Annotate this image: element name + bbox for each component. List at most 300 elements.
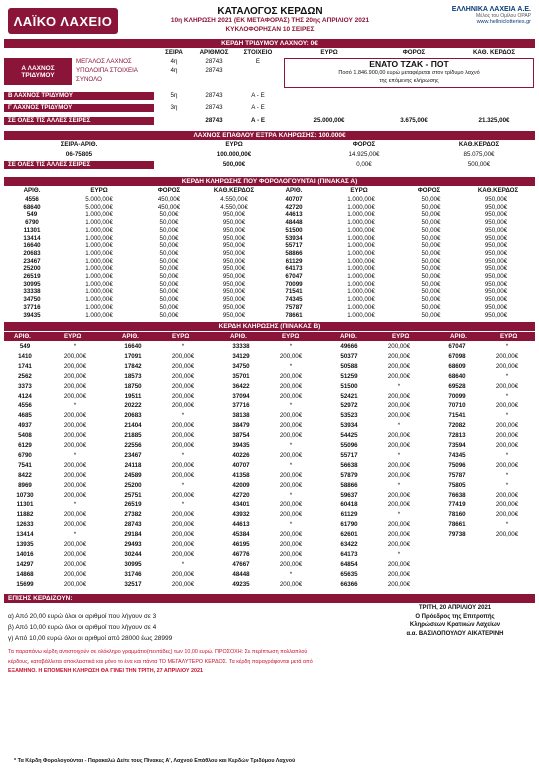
table-a-bar: ΚΕΡΔΗ ΚΛΗΡΩΣΗΣ ΠΟΥ ΦΟΡΟΛΟΓΟΥΝΤΑΙ (ΠΙΝΑΚΑΣ Α) <box>4 177 535 186</box>
number-cell: 23467 <box>23 257 41 265</box>
foros-cell: 50,00€ <box>421 280 441 288</box>
b-number-cell: 38138 <box>232 412 250 420</box>
b-number-cell: 4685 <box>18 412 32 420</box>
b-number-cell: 73594 <box>448 442 466 449</box>
net-cell: 950,00€ <box>484 203 508 211</box>
euro: 100.000,00€ <box>216 151 252 158</box>
b-number-cell: 70710 <box>448 402 466 410</box>
b-number-cell: 37716 <box>232 402 250 410</box>
number-cell: 74345 <box>285 296 303 304</box>
euro-cell: 1.000,00€ <box>85 211 113 219</box>
number-cell: 55717 <box>285 242 303 250</box>
b-number-cell: 40226 <box>232 451 250 459</box>
foros-cell: 50,00€ <box>421 211 441 219</box>
row-number: 28743 <box>205 104 223 111</box>
foros-cell: 50,00€ <box>421 311 441 319</box>
foros-cell: 50,00€ <box>421 219 441 227</box>
b-euro-cell: 200,00€ <box>171 531 195 539</box>
b-number-cell: 76638 <box>448 491 466 499</box>
foros-cell: 50,00€ <box>159 257 179 265</box>
euro-cell: 1.000,00€ <box>347 196 375 203</box>
net-cell: 950,00€ <box>484 311 508 319</box>
draw-subtitle: 10η ΚΛΗΡΩΣΗ 2021 (ΕΚ ΜΕΤΑΦΟΡΑΣ) ΤΗΣ 20ης ΑΠΡΙΛΙΟΥ 2021 <box>170 17 370 24</box>
row-number: 28743 <box>205 117 223 124</box>
net-cell: 950,00€ <box>484 249 508 257</box>
b-euro-cell: * <box>289 521 293 529</box>
b-euro-cell: 200,00€ <box>279 511 303 519</box>
trident-all-series-row <box>4 117 535 125</box>
b-euro-cell: * <box>397 481 401 489</box>
b-number-cell: 67098 <box>448 352 466 360</box>
b-number-cell: 50588 <box>340 362 358 370</box>
b-euro-cell: 200,00€ <box>63 362 87 370</box>
b-number-cell: 68640 <box>448 372 466 380</box>
b-number-cell: 52972 <box>340 402 358 410</box>
foros-cell: 50,00€ <box>421 303 441 311</box>
row-number: 28743 <box>205 67 223 74</box>
b-number-cell: 29493 <box>124 541 142 548</box>
foros-cell: 50,00€ <box>421 257 441 265</box>
b-number-cell: 14868 <box>16 570 34 578</box>
table-row <box>4 211 535 219</box>
b-euro-cell: 200,00€ <box>495 511 519 519</box>
b-number-cell: 70099 <box>448 392 466 400</box>
net-cell: 4.550,00€ <box>220 203 248 211</box>
b-euro-cell: 200,00€ <box>171 580 195 588</box>
euro-cell: 1.000,00€ <box>85 288 113 296</box>
net-cell: 950,00€ <box>222 257 246 265</box>
net: 500,00€ <box>467 161 491 168</box>
foros-cell: 50,00€ <box>159 265 179 273</box>
b-number-cell: 24589 <box>124 471 142 479</box>
foros-cell: 50,00€ <box>159 211 179 219</box>
b-euro-cell: 200,00€ <box>171 511 195 519</box>
euro-cell: 1.000,00€ <box>347 311 375 319</box>
b-number-cell: 75096 <box>448 461 466 469</box>
b-euro-cell: 200,00€ <box>387 372 411 380</box>
b-euro-cell: 200,00€ <box>387 501 411 509</box>
b-euro-cell: 200,00€ <box>387 491 411 499</box>
b-number-cell: 57879 <box>340 471 358 479</box>
foros-cell: 50,00€ <box>421 273 441 280</box>
euro-cell: 1.000,00€ <box>347 303 375 311</box>
jackpot-text-2: της επόμενης κλήρωσης <box>379 78 439 84</box>
footer-bar: ΕΠΙΣΗΣ ΚΕΡΔΙΖΟΥΝ: <box>4 594 535 603</box>
table-a-body <box>4 196 535 320</box>
net-cell: 950,00€ <box>222 219 246 227</box>
col-series: ΣΕΙΡΑ-ΑΡΙΘ. <box>60 141 98 148</box>
col-net: ΚΑΘ. ΚΕΡΔΟΣ <box>472 49 516 56</box>
b-number-cell: 4124 <box>18 392 32 400</box>
b-euro-cell: 200,00€ <box>387 570 411 578</box>
hdr: ΦΟΡΟΣ <box>417 187 441 194</box>
euro-cell: 1.000,00€ <box>85 273 113 280</box>
number-cell: 37716 <box>23 303 41 311</box>
row-label: ΣΕ ΟΛΕΣ ΤΙΣ ΑΛΛΕΣ ΣΕΙΡΕΣ <box>4 117 154 125</box>
net-cell: 950,00€ <box>484 257 508 265</box>
hdr: ΚΑΘ.ΚΕΡΔΟΣ <box>477 187 519 194</box>
net-cell: 950,00€ <box>222 211 246 219</box>
footer-rules <box>8 611 172 644</box>
b-euro-cell: * <box>289 343 293 350</box>
net-cell: 950,00€ <box>484 303 508 311</box>
b-euro-cell: 200,00€ <box>63 471 87 479</box>
number-cell: 51500 <box>285 226 303 234</box>
b-number-cell: 49235 <box>232 580 250 588</box>
b-number-cell: 72813 <box>448 432 466 440</box>
b-euro-cell: * <box>73 531 77 539</box>
b-euro-cell: * <box>505 372 509 380</box>
foros-cell: 50,00€ <box>159 242 179 250</box>
b-euro-cell: * <box>181 501 185 509</box>
b-number-cell: 59637 <box>340 491 358 499</box>
hdr: ΑΡΙΘ. <box>340 333 357 340</box>
signature-role-2: Κληρώσεων Κρατικών Λαχείων <box>409 622 501 628</box>
page-title: ΚΑΤΑΛΟΓΟΣ ΚΕΡΔΩΝ <box>217 6 323 17</box>
b-number-cell: 11301 <box>16 501 34 509</box>
net-cell: 950,00€ <box>484 211 508 219</box>
b-number-cell: 26519 <box>124 501 142 509</box>
b-number-cell: 78160 <box>448 511 466 519</box>
b-number-cell: 60418 <box>340 501 358 509</box>
b-euro-cell: 200,00€ <box>63 382 87 390</box>
rule-beta: β) Από 10,00 ευρώ όλοι οι αριθμοί που λήγουν σε 4 <box>8 624 157 631</box>
b-number-cell: 78661 <box>448 521 466 529</box>
b-number-cell: 65635 <box>340 570 358 578</box>
b-number-cell: 42009 <box>232 481 250 489</box>
net-cell: 950,00€ <box>484 273 508 280</box>
b-euro-cell: 200,00€ <box>387 343 411 350</box>
euro-cell: 5.000,00€ <box>85 203 113 211</box>
b-euro-cell: * <box>505 471 509 479</box>
number-cell: 6790 <box>25 219 39 227</box>
b-number-cell: 13935 <box>16 541 34 548</box>
b-euro-cell: * <box>397 422 401 430</box>
table-row <box>4 227 535 235</box>
b-euro-cell: 200,00€ <box>171 362 195 370</box>
b-euro-cell: * <box>397 451 401 459</box>
number-cell: 68640 <box>23 203 41 211</box>
row-series: 5η <box>170 92 178 99</box>
b-number-cell: 54425 <box>340 432 358 440</box>
b-number-cell: 19511 <box>124 392 142 400</box>
hdr: ΕΥΡΩ <box>392 333 410 340</box>
net-cell: 950,00€ <box>484 226 508 234</box>
number-cell: 20683 <box>23 249 41 257</box>
number-cell: 11301 <box>23 226 41 234</box>
b-number-cell: 6129 <box>18 442 32 449</box>
b-number-cell: 34750 <box>232 362 250 370</box>
table-row <box>4 304 535 312</box>
b-number-cell: 38479 <box>232 422 250 430</box>
foros-cell: 50,00€ <box>159 249 179 257</box>
foros-cell: 50,00€ <box>159 288 179 296</box>
b-number-cell: 64173 <box>340 550 358 558</box>
b-number-cell: 17842 <box>124 362 142 370</box>
b-number-cell: 12633 <box>16 521 34 529</box>
hdr: ΑΡΙΘ. <box>14 333 31 340</box>
b-number-cell: 47667 <box>232 560 250 568</box>
foros-cell: 50,00€ <box>421 296 441 304</box>
b-number-cell: 51500 <box>340 382 358 390</box>
b-euro-cell: 200,00€ <box>279 471 303 479</box>
b-euro-cell: 200,00€ <box>495 382 519 390</box>
euro-cell: 1.000,00€ <box>85 249 113 257</box>
hdr: ΑΡΙΘ. <box>450 333 467 340</box>
b-number-cell: 50377 <box>340 352 358 360</box>
b-number-cell: 7541 <box>18 461 32 469</box>
b-euro-cell: * <box>73 402 77 410</box>
table-b-bar: ΚΕΡΔΗ ΚΛΗΡΩΣΗΣ (ΠΙΝΑΚΑΣ Β) <box>4 322 535 331</box>
number-cell: 16640 <box>23 242 41 250</box>
b-number-cell: 17091 <box>124 352 142 360</box>
b-number-cell: 40707 <box>232 461 250 469</box>
series-number: 06-75805 <box>65 151 93 158</box>
b-euro-cell: 200,00€ <box>171 352 195 360</box>
b-euro-cell: * <box>397 511 401 519</box>
table-row <box>4 219 535 227</box>
net-cell: 950,00€ <box>484 265 508 273</box>
row-series: 4η <box>170 58 178 65</box>
b-euro-cell: * <box>289 491 293 499</box>
b-number-cell: 75805 <box>448 481 466 489</box>
b-number-cell: 21885 <box>124 432 142 440</box>
b-number-cell: 35701 <box>232 372 250 380</box>
rule-alpha: α) Από 20,00 ευρώ όλοι οι αριθμοί που λήγουν σε 3 <box>8 613 157 620</box>
b-number-cell: 42720 <box>232 491 250 499</box>
b-number-cell: 24118 <box>124 461 142 469</box>
b-number-cell: 2562 <box>18 372 32 380</box>
euro-cell: 1.000,00€ <box>85 226 113 234</box>
b-number-cell: 72082 <box>448 422 466 430</box>
signature-role-1: Ο Πρόεδρος της Επιτροπής <box>415 613 495 620</box>
trident-b-row <box>4 92 535 100</box>
net-cell: 4.550,00€ <box>220 196 248 203</box>
col-net: ΚΑΘ.ΚΕΡΔΟΣ <box>458 141 500 148</box>
note-1: Τα παραπάνω κέρδη αντιστοιχούν σε ολόκληρο γραμμάτιο(πεντάδες) των 10,00 ευρώ. ΠΡΟΣΟΧΗ: Σε περίπτωση πολλαπλού <box>8 649 308 655</box>
b-euro-cell: 200,00€ <box>63 481 87 489</box>
number-cell: 48448 <box>285 219 303 227</box>
number-cell: 75787 <box>285 303 303 311</box>
b-number-cell: 23467 <box>124 451 142 459</box>
table-row <box>4 265 535 273</box>
hdr: ΕΥΡΩ <box>64 333 82 340</box>
foros-cell: 50,00€ <box>421 196 441 203</box>
euro-cell: 1.000,00€ <box>347 211 375 219</box>
jackpot-text-1: Ποσό 1.846.900,00 ευρώ μεταφέρεται στον τρίδυμο λαχνό <box>338 70 480 76</box>
net-cell: 950,00€ <box>222 280 246 288</box>
b-euro-cell: 200,00€ <box>171 392 195 400</box>
euro-cell: 1.000,00€ <box>347 249 375 257</box>
b-number-cell: 39435 <box>232 442 250 449</box>
table-a-header <box>4 187 535 195</box>
euro-cell: 1.000,00€ <box>85 296 113 304</box>
euro-cell: 5.000,00€ <box>85 196 113 203</box>
number-cell: 40707 <box>285 196 303 203</box>
foros-cell: 50,00€ <box>421 226 441 234</box>
table-b-body <box>4 342 535 592</box>
b-number-cell: 46195 <box>232 541 250 548</box>
b-euro-cell: * <box>181 343 185 350</box>
net-cell: 950,00€ <box>222 273 246 280</box>
b-number-cell: 77419 <box>448 501 466 509</box>
table-row <box>4 273 535 281</box>
number-cell: 44613 <box>285 211 303 219</box>
note-2: κέρδους, καταβάλλεται αποκλειστικά και μόνο το ένα και πάντα ΤΟ ΜΕΓΑΛΥΤΕΡΟ ΚΕΡΔΟΣ. Τα κέρδη παραγράφονται μετά από <box>8 658 313 665</box>
b-euro-cell: 200,00€ <box>171 521 195 529</box>
b-number-cell: 18750 <box>124 382 142 390</box>
foros-cell: 50,00€ <box>159 234 179 242</box>
table-row <box>4 196 535 204</box>
col-element: ΣΤΟΙΧΕΙΟ <box>243 49 273 56</box>
b-euro-cell: 200,00€ <box>63 392 87 400</box>
b-euro-cell: * <box>289 402 293 410</box>
net-cell: 950,00€ <box>222 311 246 319</box>
col-euro: ΕΥΡΩ <box>225 141 243 148</box>
b-euro-cell: 200,00€ <box>279 432 303 440</box>
b-number-cell: 16640 <box>124 343 142 350</box>
b-euro-cell: 200,00€ <box>495 362 519 370</box>
b-euro-cell: * <box>505 521 509 529</box>
b-euro-cell: * <box>181 412 185 420</box>
b-euro-cell: 200,00€ <box>387 442 411 449</box>
b-euro-cell: 200,00€ <box>387 560 411 568</box>
row-label: ΣΕ ΟΛΕΣ ΤΙΣ ΑΛΛΕΣ ΣΕΙΡΕΣ <box>4 161 154 169</box>
row-label: ΜΕΓΑΛΟΣ ΛΑΧΝΟΣ <box>76 58 132 65</box>
b-euro-cell: * <box>73 501 77 509</box>
b-number-cell: 25751 <box>124 491 142 499</box>
brand-url[interactable]: www.hellniclotteries.gr <box>476 19 531 25</box>
number-cell: 30995 <box>23 280 41 288</box>
foros-cell: 50,00€ <box>159 226 179 234</box>
b-number-cell: 25200 <box>124 481 142 489</box>
trident-a-label: Α ΛΑΧΝΟΣ ΤΡΙΔΥΜΟΥ <box>4 58 72 85</box>
foros-cell: 50,00€ <box>159 296 179 304</box>
row-label: ΣΥΝΟΛΟ <box>76 76 102 83</box>
hdr: ΑΡΙΘ. <box>23 187 41 194</box>
table-row <box>4 258 535 266</box>
trident-bar: ΚΕΡΔΗ ΤΡΙΔΥΜΟΥ ΛΑΧΝΟΥ: 0€ <box>4 39 535 48</box>
b-euro-cell: 200,00€ <box>171 461 195 469</box>
foros-cell: 450,00€ <box>157 203 181 211</box>
hdr: ΕΥΡΩ <box>172 333 190 340</box>
b-euro-cell: 200,00€ <box>171 550 195 558</box>
foros-cell: 50,00€ <box>159 280 179 288</box>
b-euro-cell: 200,00€ <box>495 491 519 499</box>
b-number-cell: 33338 <box>232 343 250 350</box>
b-number-cell: 63422 <box>340 541 358 548</box>
b-number-cell: 51259 <box>340 372 358 380</box>
b-euro-cell: 200,00€ <box>495 432 519 440</box>
net-cell: 950,00€ <box>484 296 508 304</box>
note-3: ΕΞΑΜΗΝΟ. Η ΕΠΟΜΕΝΗ ΚΛΗΡΩΣΗ ΘΑ ΓΙΝΕΙ ΤΗΝ ΤΡΙΤΗ, 27 ΑΠΡΙΛΙΟΥ 2021 <box>8 668 203 674</box>
extra-header-row <box>4 141 535 149</box>
number-cell: 71541 <box>285 288 303 296</box>
b-euro-cell: 200,00€ <box>495 461 519 469</box>
b-number-cell: 43932 <box>232 511 250 519</box>
b-euro-cell: 200,00€ <box>279 501 303 509</box>
b-number-cell: 29184 <box>124 531 142 539</box>
euro-cell: 1.000,00€ <box>347 280 375 288</box>
jackpot-box <box>284 58 534 88</box>
b-euro-cell: 200,00€ <box>63 352 87 360</box>
foros-cell: 450,00€ <box>157 196 181 203</box>
lottery-logo: ΛΑΪΚΟ ΛΑΧΕΙΟ <box>8 8 118 34</box>
number-cell: 78661 <box>285 311 303 319</box>
b-number-cell: 36422 <box>232 382 250 390</box>
col-series: ΣΕΙΡΑ <box>165 49 183 56</box>
b-euro-cell: 200,00€ <box>279 560 303 568</box>
foros-cell: 50,00€ <box>159 219 179 227</box>
euro-cell: 1.000,00€ <box>85 219 113 227</box>
euro-cell: 1.000,00€ <box>347 273 375 280</box>
number-cell: 58866 <box>285 249 303 257</box>
net: 85.075,00€ <box>463 151 495 158</box>
table-row <box>4 312 535 320</box>
table-row <box>4 250 535 258</box>
rule-gamma: γ) Από 10,00 ευρώ όλοι οι αριθμοί από 28000 έως 28999 <box>8 635 173 642</box>
number-cell: 25200 <box>23 265 41 273</box>
b-number-cell: 21404 <box>124 422 142 430</box>
b-number-cell: 4556 <box>18 402 32 410</box>
foros-cell: 50,00€ <box>159 311 179 319</box>
b-number-cell: 79738 <box>448 531 466 539</box>
b-euro-cell: 200,00€ <box>495 501 519 509</box>
foros-cell: 50,00€ <box>421 242 441 250</box>
jackpot-title: ΕΝΑΤΟ ΤΖΑΚ - ΠΟΤ <box>369 59 449 69</box>
b-number-cell: 549 <box>19 343 31 350</box>
hdr: ΕΥΡΩ <box>282 333 300 340</box>
b-number-cell: 38754 <box>232 432 250 440</box>
b-number-cell: 49666 <box>340 343 358 350</box>
b-number-cell: 30995 <box>124 560 142 568</box>
circulation-text: ΚΥΚΛΟΦΟΡΗΣΑΝ 10 ΣΕΙΡΕΣ <box>225 26 315 33</box>
b-euro-cell: 200,00€ <box>63 432 87 440</box>
b-euro-cell: 200,00€ <box>63 461 87 469</box>
row-number: 28743 <box>205 92 223 99</box>
euro-cell: 1.000,00€ <box>347 234 375 242</box>
b-euro-cell: 200,00€ <box>63 560 87 568</box>
b-euro-cell: 200,00€ <box>279 531 303 539</box>
euro-cell: 1.000,00€ <box>85 234 113 242</box>
b-euro-cell: * <box>505 343 509 350</box>
trident-header-row <box>4 49 535 57</box>
b-number-cell: 11882 <box>16 511 34 519</box>
brand-block <box>401 6 531 25</box>
net-cell: 950,00€ <box>222 249 246 257</box>
b-euro-cell: * <box>397 550 401 558</box>
signature-name: α.α. ΒΑΣΙΛΟΠΟΥΛΟΥ ΑΙΚΑΤΕΡΙΝΗ <box>406 630 504 637</box>
row-series: 4η <box>170 67 178 74</box>
col-foros: ΦΟΡΟΣ <box>402 49 426 56</box>
foros-cell: 50,00€ <box>421 203 441 211</box>
b-number-cell: 69528 <box>448 382 466 390</box>
number-cell: 26519 <box>23 273 41 280</box>
b-number-cell: 44613 <box>232 521 250 529</box>
b-euro-cell: 200,00€ <box>171 382 195 390</box>
b-euro-cell: 200,00€ <box>171 432 195 440</box>
euro-cell: 1.000,00€ <box>347 226 375 234</box>
b-euro-cell: 200,00€ <box>387 412 411 420</box>
b-euro-cell: 200,00€ <box>171 471 195 479</box>
table-row <box>4 281 535 289</box>
b-euro-cell: * <box>505 412 509 420</box>
hdr: ΕΥΡΩ <box>350 187 368 194</box>
foros: 14.925,00€ <box>348 151 380 158</box>
row-number: 28743 <box>205 58 223 65</box>
footer-notes <box>8 648 313 677</box>
net-cell: 950,00€ <box>222 242 246 250</box>
